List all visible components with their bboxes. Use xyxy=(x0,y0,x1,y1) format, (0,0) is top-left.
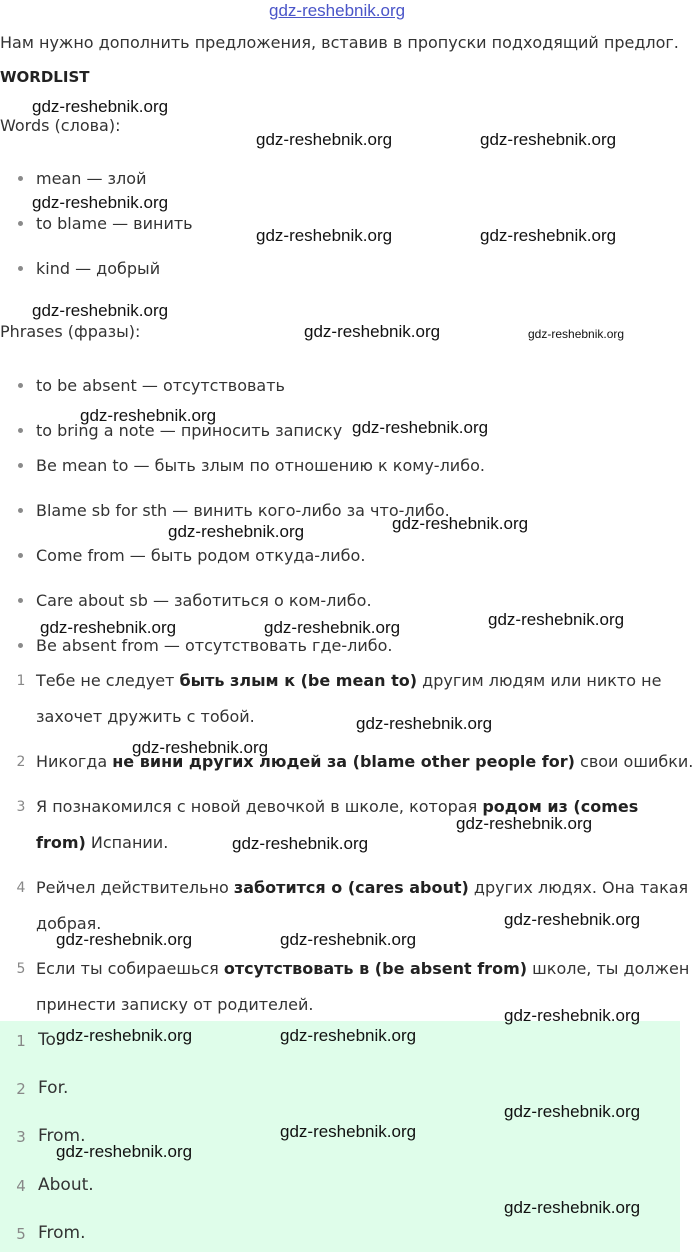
bullet-icon xyxy=(18,553,23,558)
wordlist-heading: WORDLIST xyxy=(0,68,90,86)
watermark: gdz-reshebnik.org xyxy=(488,610,625,629)
watermark: gdz-reshebnik.org xyxy=(280,1026,417,1045)
sentence-number: 4 xyxy=(16,880,26,896)
watermark: gdz-reshebnik.org xyxy=(256,226,393,245)
sentence-line: from) Испании. xyxy=(36,833,169,852)
bullet-icon xyxy=(18,176,23,181)
watermark: gdz-reshebnik.org xyxy=(168,522,305,541)
sentence-line: добрая. xyxy=(36,914,102,933)
watermark: gdz-reshebnik.org xyxy=(356,714,493,733)
answer-number: 2 xyxy=(16,1080,26,1098)
watermark: gdz-reshebnik.org xyxy=(32,301,169,320)
watermark: gdz-reshebnik.org xyxy=(304,322,441,341)
phrase-item: Be mean to — быть злым по отношению к кому-либо. xyxy=(18,456,485,475)
answer-number: 1 xyxy=(16,1032,26,1050)
watermark: gdz-reshebnik.org xyxy=(56,930,193,949)
sentence-number: 1 xyxy=(16,673,26,689)
watermark: gdz-reshebnik.org xyxy=(504,1006,641,1025)
word-item: kind — добрый xyxy=(18,259,160,278)
bullet-icon xyxy=(18,428,23,433)
answer-number: 3 xyxy=(16,1128,26,1146)
watermark: gdz-reshebnik.org xyxy=(352,418,489,437)
watermark: gdz-reshebnik.org xyxy=(132,738,269,757)
phrase-item: Come from — быть родом откуда-либо. xyxy=(18,546,365,565)
watermark: gdz-reshebnik.org xyxy=(528,327,625,341)
watermark: gdz-reshebnik.org xyxy=(40,618,177,637)
sentence-line: Я познакомился с новой девочкой в школе, которая родом из (comes xyxy=(36,797,639,816)
words-section-title: Words (слова): xyxy=(0,116,121,135)
sentence-number: 2 xyxy=(16,754,26,770)
sentence-line: Если ты собираешься отсутствовать в (be absent from) школе, ты должен xyxy=(36,959,690,978)
watermark: gdz-reshebnik.org xyxy=(504,1198,641,1217)
watermark: gdz-reshebnik.org xyxy=(280,930,417,949)
sentence-line: Рейчел действительно заботится о (cares about) других людях. Она такая xyxy=(36,878,689,897)
word-item: to blame — винить xyxy=(18,214,193,233)
sentence-number: 5 xyxy=(16,961,26,977)
answer-number: 4 xyxy=(16,1177,26,1195)
bullet-icon xyxy=(18,383,23,388)
watermark: gdz-reshebnik.org xyxy=(456,814,593,833)
answer-value: About. xyxy=(38,1175,94,1195)
watermark: gdz-reshebnik.org xyxy=(504,1102,641,1121)
answer-value: From. xyxy=(38,1223,86,1243)
bullet-icon xyxy=(18,266,23,271)
answer-value: For. xyxy=(38,1078,69,1098)
phrases-section-title: Phrases (фразы): xyxy=(0,322,141,341)
watermark: gdz-reshebnik.org xyxy=(232,834,369,853)
phrase-item: Blame sb for sth — винить кого-либо за что-либо. xyxy=(18,501,450,520)
watermark: gdz-reshebnik.org xyxy=(32,97,169,116)
watermark: gdz-reshebnik.org xyxy=(80,406,217,425)
watermark: gdz-reshebnik.org xyxy=(280,1122,417,1141)
bullet-icon xyxy=(18,643,23,648)
watermark: gdz-reshebnik.org xyxy=(56,1142,193,1161)
watermark: gdz-reshebnik.org xyxy=(32,193,169,212)
watermark-link[interactable]: gdz-reshebnik.org xyxy=(269,1,406,20)
watermark: gdz-reshebnik.org xyxy=(504,910,641,929)
watermark: gdz-reshebnik.org xyxy=(264,618,401,637)
sentence-line: Никогда не вини других людей за (blame other people for) свои ошибки. xyxy=(36,752,693,771)
intro-text: Нам нужно дополнить предложения, вставив в пропуски подходящий предлог. xyxy=(0,33,679,52)
sentence-line: Тебе не следует быть злым к (be mean to) другим людям или никто не xyxy=(36,671,662,690)
watermark: gdz-reshebnik.org xyxy=(480,226,617,245)
bullet-icon xyxy=(18,221,23,226)
watermark: gdz-reshebnik.org xyxy=(56,1026,193,1045)
sentence-line: захочет дружить с тобой. xyxy=(36,707,255,726)
answer-value: To. xyxy=(38,1030,62,1050)
sentence-line: принести записку от родителей. xyxy=(36,995,314,1014)
watermark: gdz-reshebnik.org xyxy=(256,130,393,149)
phrase-item: Be absent from — отсутствовать где-либо. xyxy=(18,636,393,655)
answer-value: From. xyxy=(38,1126,86,1146)
bullet-icon xyxy=(18,508,23,513)
phrase-item: to be absent — отсутствовать xyxy=(18,376,285,395)
answer-number: 5 xyxy=(16,1225,26,1243)
phrase-item: Care about sb — заботиться о ком-либо. xyxy=(18,591,372,610)
bullet-icon xyxy=(18,463,23,468)
bullet-icon xyxy=(18,598,23,603)
sentence-number: 3 xyxy=(16,799,26,815)
watermark: gdz-reshebnik.org xyxy=(392,514,529,533)
word-item: mean — злой xyxy=(18,169,146,188)
phrase-item: to bring a note — приносить записку xyxy=(18,421,342,440)
watermark: gdz-reshebnik.org xyxy=(480,130,617,149)
